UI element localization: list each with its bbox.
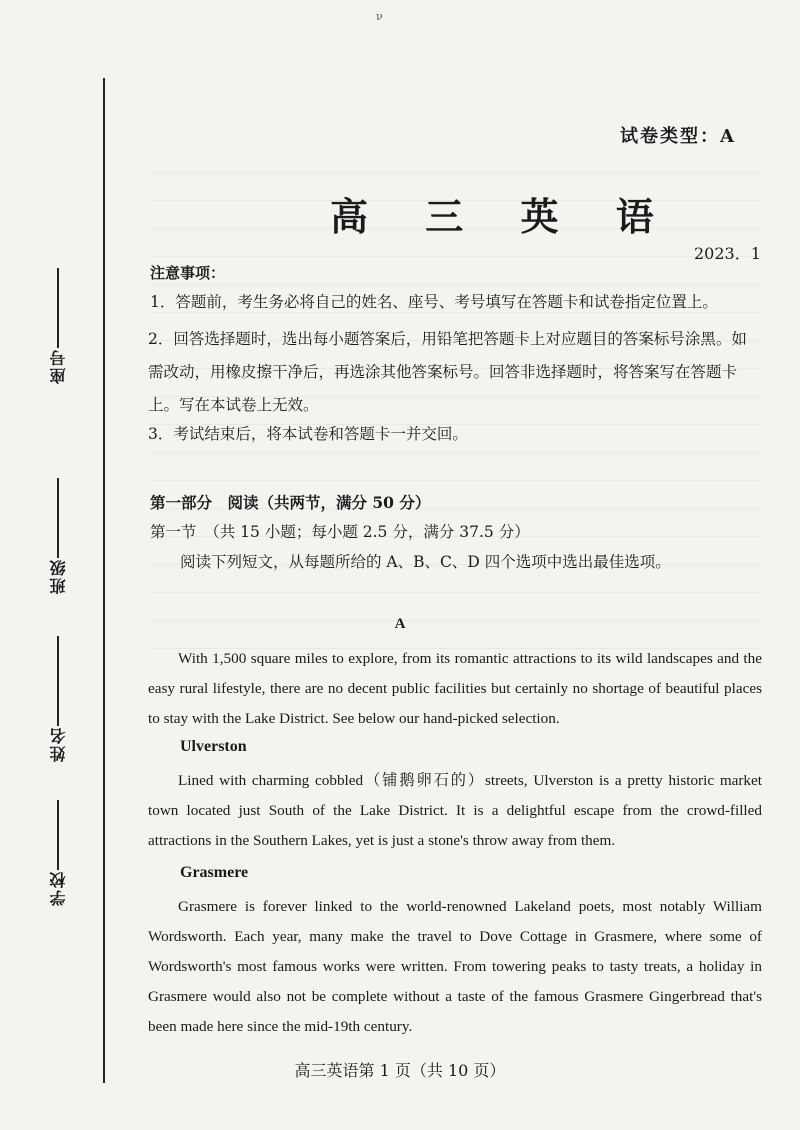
subheading-grasmere: Grasmere	[180, 864, 249, 881]
notice-item-1: 1．答题前，考生务必将自己的姓名、座号、考号填写在答题卡和试卷指定位置上。	[150, 293, 718, 311]
notice-item-3: 3．考试结束后，将本试卷和答题卡一并交回。	[148, 425, 468, 443]
top-mark: ν	[376, 10, 383, 23]
section-instruction: 阅读下列短文，从每题所给的 A、B、C、D 四个选项中选出最佳选项。	[180, 553, 671, 571]
notice-heading: 注意事项：	[150, 264, 226, 282]
binding-line	[103, 78, 105, 1083]
seat-label: 座号	[48, 348, 68, 384]
class-rule	[57, 478, 59, 558]
name-field[interactable]	[38, 636, 78, 762]
seat-rule	[57, 268, 59, 348]
page-footer: 高三英语第 1 页（共 10 页）	[294, 1061, 506, 1080]
name-label: 姓名	[48, 726, 68, 762]
passage-intro: With 1,500 square miles to explore, from its romantic attractions to its wild landscapes and the easy rural lifestyle, there are no decent public facilities but certainly no shortage of beautiful places to stay with the Lake District. See below our hand-picked selection.	[148, 650, 762, 727]
school-label: 学校	[48, 870, 68, 906]
paragraph-grasmere: Grasmere is forever linked to the world-renowned Lakeland poets, most notably William Wordsworth. Each year, many make the travel to Dove Cottage in Grasmere, where some of Wordsworth's most famous works were written. From towering peaks to tasty treats, a holiday in Grasmere would also not be complete without a taste of the famous Grasmere Gingerbread that's been made here since the mid-19th century.	[148, 898, 762, 1035]
subsection-heading: 第一节 （共 15 小题；每小题 2.5 分，满分 37.5 分）	[150, 523, 530, 541]
passage-letter: A	[394, 616, 406, 632]
paper-type: 试卷类型：A	[620, 126, 736, 147]
exam-date: 2023．1	[694, 244, 761, 263]
seat-field[interactable]	[38, 268, 78, 384]
name-rule	[57, 636, 59, 726]
class-field[interactable]	[38, 478, 78, 594]
school-field[interactable]	[38, 800, 78, 906]
page-title: 高 三 英 语	[330, 194, 676, 239]
paragraph-ulverston: Lined with charming cobbled（铺鹅卵石的）streets, Ulverston is a pretty historic market town located just South of the Lake District. It is a delightful escape from the crowd-filled attractions in the Southern Lakes, yet is just a stone's throw away from them.	[148, 772, 762, 849]
class-label: 班级	[48, 558, 68, 594]
part-heading: 第一部分 阅读（共两节，满分 50 分）	[150, 493, 431, 512]
school-rule	[57, 800, 59, 870]
subheading-ulverston: Ulverston	[180, 738, 247, 755]
notice-item-2: 2．回答选择题时，选出每小题答案后，用铅笔把答题卡上对应题目的答案标号涂黑。如需改动，用橡皮擦干净后，再选涂其他答案标号。回答非选择题时，将答案写在答题卡上。写在本试卷上无效。	[148, 330, 747, 414]
